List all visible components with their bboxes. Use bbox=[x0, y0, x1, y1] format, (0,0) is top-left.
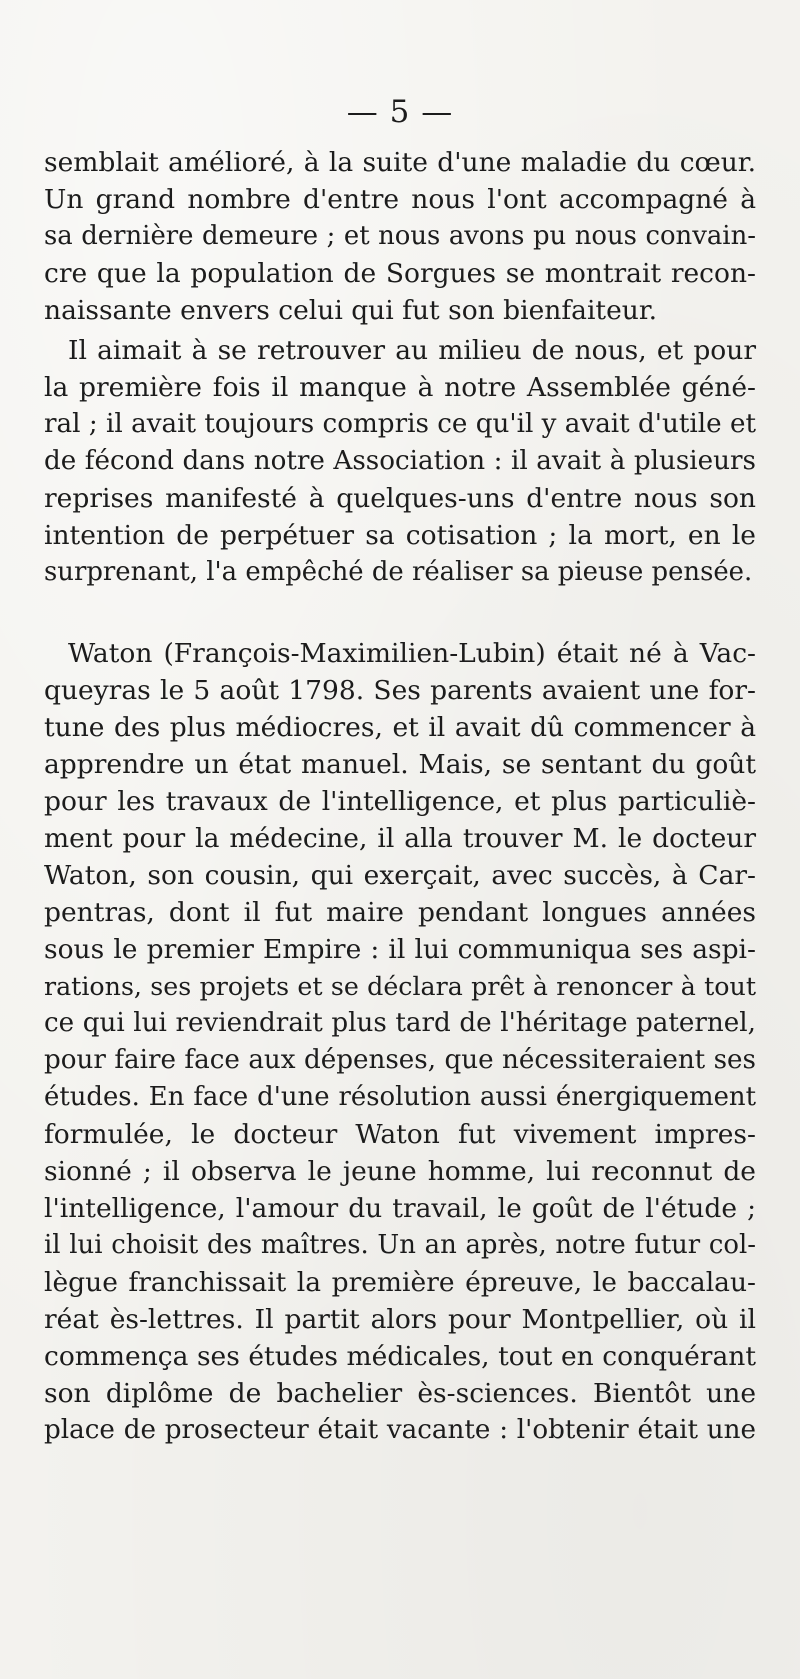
text-line: ce qui lui reviendrait plus tard de l'héritage paternel, bbox=[44, 1008, 756, 1038]
text-line: commença ses études médicales, tout en conquérant bbox=[44, 1341, 756, 1372]
text-line: sionné ; il observa le jeune homme, lui reconnut de bbox=[44, 1156, 756, 1187]
text-line: Waton, son cousin, qui exerçait, avec succès, à Car- bbox=[44, 860, 756, 891]
text-line: queyras le 5 août 1798. Ses parents avaient une for- bbox=[44, 675, 756, 706]
text-line: tune des plus médiocres, et il avait dû commencer à bbox=[44, 712, 756, 743]
text-line: Un grand nombre d'entre nous l'ont accompagné à bbox=[44, 184, 756, 215]
text-line: pour faire face aux dépenses, que nécessiteraient ses bbox=[44, 1045, 756, 1075]
text-line: semblait amélioré, à la suite d'une maladie du cœur. bbox=[44, 147, 756, 178]
page-number: — 5 — bbox=[346, 94, 454, 130]
paragraph-1 bbox=[44, 144, 756, 329]
text-line: ment pour la médecine, il alla trouver M. le docteur bbox=[44, 823, 756, 854]
text-line: pour les travaux de l'intelligence, et plus particuliè- bbox=[44, 786, 756, 817]
text-line: cre que la population de Sorgues se montrait recon- bbox=[44, 258, 756, 289]
text-line: l'intelligence, l'amour du travail, le goût de l'étude ; bbox=[44, 1193, 756, 1224]
text-line: sous le premier Empire : il lui communiqua ses aspi- bbox=[44, 934, 756, 965]
text-line: Waton (François-Maximilien-Lubin) était né à Vac- bbox=[68, 638, 756, 669]
text-line: réat ès-lettres. Il partit alors pour Montpellier, où il bbox=[44, 1304, 756, 1335]
text-line: intention de perpétuer sa cotisation ; la mort, en le bbox=[44, 520, 756, 551]
text-line: rations, ses projets et se déclara prêt à renoncer à tout bbox=[44, 972, 756, 1001]
text-line: place de prosecteur était vacante : l'obtenir était une bbox=[44, 1415, 756, 1445]
text-line: sa dernière demeure ; et nous avons pu nous convain- bbox=[44, 221, 756, 251]
text-line: son diplôme de bachelier ès-sciences. Bientôt une bbox=[44, 1378, 756, 1409]
text-line: la première fois il manque à notre Assemblée géné- bbox=[44, 372, 756, 403]
text-line: apprendre un état manuel. Mais, se sentant du goût bbox=[44, 749, 756, 780]
paragraph-2 bbox=[44, 332, 756, 591]
text-line: ral ; il avait toujours compris ce qu'il y avait d'utile et bbox=[44, 409, 756, 439]
text-line: naissante envers celui qui fut son bienfaiteur. bbox=[44, 295, 657, 326]
text-line: il lui choisit des maîtres. Un an après, notre futur col- bbox=[44, 1230, 756, 1260]
text-line: Il aimait à se retrouver au milieu de nous, et pour bbox=[68, 335, 756, 366]
text-line: de fécond dans notre Association : il avait à plusieurs bbox=[44, 446, 756, 476]
text-line: pentras, dont il fut maire pendant longues années bbox=[44, 897, 756, 928]
text-line: surprenant, l'a empêché de réaliser sa pieuse pensée. bbox=[44, 557, 753, 587]
paragraph-3 bbox=[44, 635, 756, 1449]
text-line: lègue franchissait la première épreuve, le baccalau- bbox=[44, 1267, 756, 1298]
text-line: formulée, le docteur Waton fut vivement impres- bbox=[44, 1119, 756, 1150]
text-line: reprises manifesté à quelques-uns d'entre nous son bbox=[44, 483, 756, 514]
text-line: études. En face d'une résolution aussi énergiquement bbox=[44, 1082, 756, 1112]
